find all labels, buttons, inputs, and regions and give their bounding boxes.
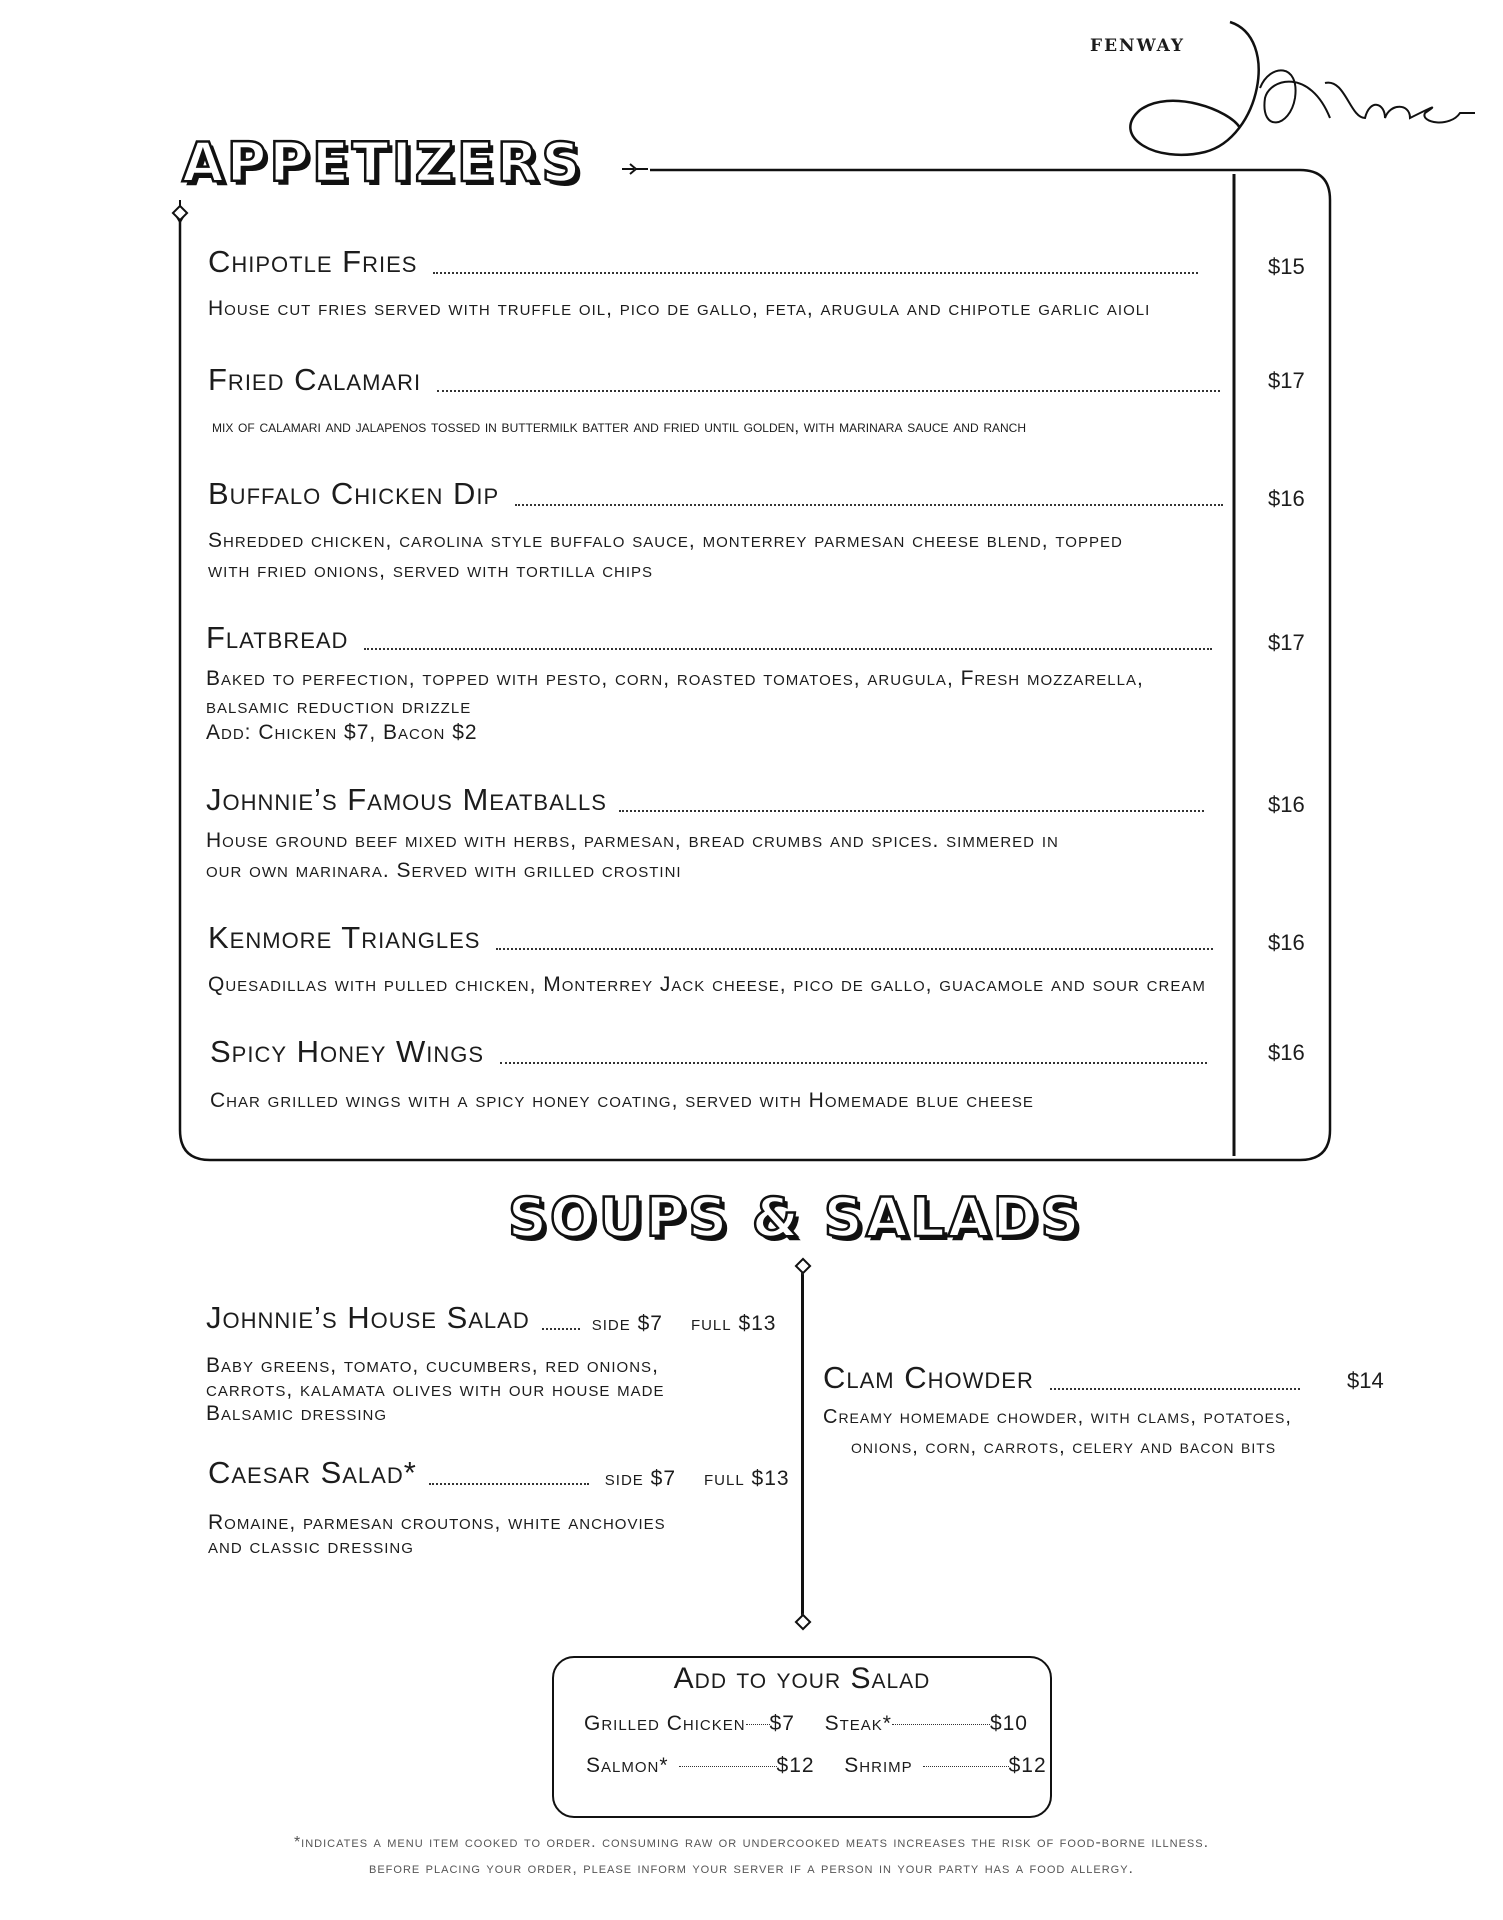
addon-price: $7 <box>769 1712 795 1735</box>
addon-price: $12 <box>776 1754 815 1777</box>
addon-price: $10 <box>989 1712 1028 1735</box>
item-description: Add: Chicken $7, Bacon $2 <box>206 721 478 744</box>
side-price: side $7 <box>604 1467 676 1490</box>
add-to-salad-title: Add to your Salad <box>673 1662 931 1695</box>
appetizer-item <box>210 1034 1310 1116</box>
soups-salads-title: SOUPS & SALADS <box>508 1186 1083 1249</box>
addon-row <box>586 1754 1047 1778</box>
divider-end-top <box>795 1258 812 1275</box>
addon-name: Steak* <box>824 1712 892 1735</box>
appetizer-item <box>208 362 1308 442</box>
appetizer-item <box>208 476 1308 586</box>
addon-price: $12 <box>1008 1754 1047 1777</box>
footer-line: before placing your order, please inform your server if a person in your party has a food allergy. <box>369 1860 1134 1877</box>
clam-chowder-item <box>823 1360 1383 1462</box>
item-description: carrots, kalamata olives with our house made <box>206 1378 665 1401</box>
item-price: $16 <box>1268 486 1305 511</box>
item-price: $14 <box>1347 1368 1384 1393</box>
item-name: Clam Chowder <box>823 1360 1034 1395</box>
side-price: side $7 <box>591 1312 663 1335</box>
caesar-salad-item <box>208 1455 798 1559</box>
item-name: Johnnie’s House Salad <box>206 1300 530 1335</box>
item-description: balsamic reduction drizzle <box>206 695 472 718</box>
item-name: Fried Calamari <box>208 362 422 397</box>
item-price: $17 <box>1268 368 1305 393</box>
brand-top-text: FENWAY <box>1090 36 1186 56</box>
item-description: Shredded chicken, carolina style buffalo sauce, monterrey parmesan cheese blend, topped <box>208 529 1123 552</box>
item-price: $16 <box>1268 792 1305 817</box>
divider-end-bottom <box>795 1614 812 1631</box>
full-price: full $13 <box>704 1467 790 1490</box>
item-price: $16 <box>1268 930 1305 955</box>
footer-line: *indicates a menu item cooked to order. consuming raw or undercooked meats increases the risk of food-borne illness. <box>293 1834 1210 1851</box>
item-name: Flatbread <box>206 620 349 655</box>
item-name: Chipotle Fries <box>208 244 418 279</box>
addon-name: Grilled Chicken <box>584 1712 746 1735</box>
item-description: Char grilled wings with a spicy honey coating, served with Homemade blue cheese <box>210 1089 1034 1112</box>
item-name: Johnnie’s Famous Meatballs <box>206 782 607 817</box>
appetizers-title: APPETIZERS <box>182 131 584 194</box>
item-name: Buffalo Chicken Dip <box>208 476 500 511</box>
brand-signature-logo <box>1110 18 1480 168</box>
full-price: full $13 <box>690 1312 777 1335</box>
item-description: with fried onions, served with tortilla chips <box>208 559 654 582</box>
item-description: Baked to perfection, topped with pesto, corn, roasted tomatoes, arugula, Fresh mozzarella, <box>206 667 1144 690</box>
item-description: Romaine, parmesan croutons, white anchovies <box>208 1511 666 1534</box>
appetizer-item <box>208 920 1308 1000</box>
house-salad-item <box>206 1300 796 1426</box>
item-description: onions, corn, carrots, celery and bacon bits <box>851 1436 1277 1458</box>
item-description: and classic dressing <box>208 1535 414 1558</box>
item-price: $15 <box>1268 254 1305 279</box>
item-description: Quesadillas with pulled chicken, Monterrey Jack cheese, pico de gallo, guacamole and sour cream <box>208 973 1206 996</box>
footer-disclaimer <box>0 1830 1503 1882</box>
appetizer-item <box>206 620 1306 746</box>
item-price: $17 <box>1268 630 1305 655</box>
center-divider <box>801 1268 804 1628</box>
add-to-salad-box <box>552 1656 1052 1818</box>
item-description: Creamy homemade chowder, with clams, potatoes, <box>823 1406 1292 1428</box>
item-name: Spicy Honey Wings <box>210 1034 485 1069</box>
item-name: Caesar Salad* <box>208 1455 417 1490</box>
item-description: House cut fries served with truffle oil, pico de gallo, feta, arugula and chipotle garlic aioli <box>208 297 1151 320</box>
item-description: mix of calamari and jalapenos tossed in buttermilk batter and fried until golden, with marinara sauce and ranch <box>212 417 1026 436</box>
appetizer-item <box>208 244 1308 324</box>
addon-name: Shrimp <box>844 1754 913 1777</box>
appetizer-item <box>206 782 1306 886</box>
item-description: House ground beef mixed with herbs, parmesan, bread crumbs and spices. simmered in <box>206 829 1059 852</box>
item-name: Kenmore Triangles <box>208 920 481 955</box>
addon-name: Salmon* <box>586 1754 669 1777</box>
item-description: our own marinara. Served with grilled crostini <box>206 859 682 882</box>
item-description: Balsamic dressing <box>206 1402 388 1425</box>
item-description: Baby greens, tomato, cucumbers, red onions, <box>206 1354 659 1377</box>
addon-row <box>584 1712 1028 1736</box>
brand-signature-text: Johnnies <box>1310 164 1315 165</box>
item-price: $16 <box>1268 1040 1305 1065</box>
